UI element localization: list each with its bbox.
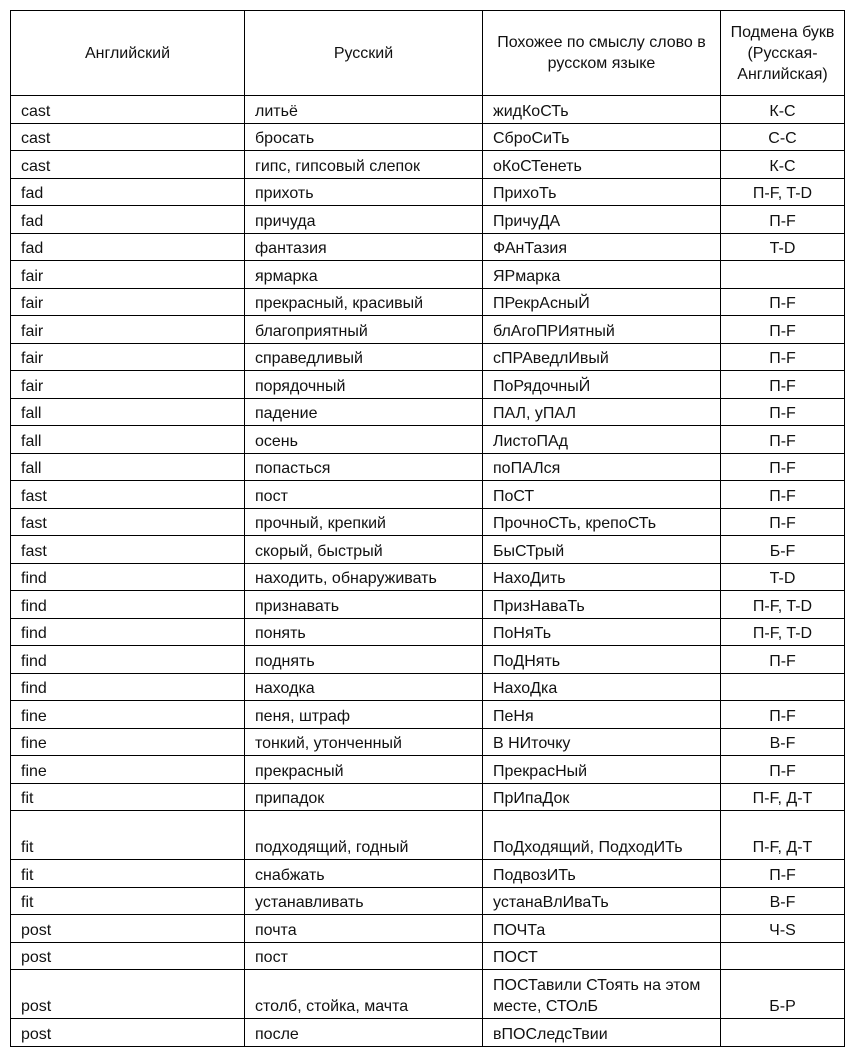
cell-russian: понять [245, 618, 483, 646]
table-row [11, 316, 845, 344]
cell-similar-word: вПОСледсТвии [483, 1019, 721, 1047]
cell-english: fast [11, 536, 245, 564]
table-row [11, 728, 845, 756]
cell-english: post [11, 1019, 245, 1047]
cell-similar-word: ПрихоТь [483, 178, 721, 206]
cell-similar-word: ПоНяТь [483, 618, 721, 646]
cell-english: fair [11, 343, 245, 371]
table-row [11, 206, 845, 234]
cell-english: fall [11, 453, 245, 481]
table-row [11, 591, 845, 619]
cell-english: find [11, 618, 245, 646]
cell-similar-word: ПАЛ, уПАЛ [483, 398, 721, 426]
table-row [11, 371, 845, 399]
cell-similar-word: сПРАведлИвый [483, 343, 721, 371]
cell-english: fad [11, 233, 245, 261]
table-row [11, 536, 845, 564]
cell-letter-substitution: П-F [721, 756, 845, 784]
table-row [11, 756, 845, 784]
table-row [11, 288, 845, 316]
header-russian: Русский [245, 11, 483, 96]
cell-letter-substitution: П-F [721, 371, 845, 399]
cell-similar-word: ПрочноСТь, крепоСТь [483, 508, 721, 536]
cell-letter-substitution: T-D [721, 233, 845, 261]
cell-similar-word: В НИточку [483, 728, 721, 756]
cell-russian: литьё [245, 96, 483, 124]
cell-letter-substitution: В-F [721, 728, 845, 756]
cell-russian: снабжать [245, 860, 483, 888]
cell-russian: попасться [245, 453, 483, 481]
cell-letter-substitution: Ч-S [721, 915, 845, 943]
cell-english: post [11, 970, 245, 1019]
cell-letter-substitution: T-D [721, 563, 845, 591]
cell-russian: поднять [245, 646, 483, 674]
cell-similar-word: ПоСТ [483, 481, 721, 509]
cell-russian: бросать [245, 123, 483, 151]
cell-russian: после [245, 1019, 483, 1047]
cell-russian: порядочный [245, 371, 483, 399]
cell-similar-word: ФАнТазия [483, 233, 721, 261]
cell-letter-substitution: П-F [721, 316, 845, 344]
cell-letter-substitution: П-F [721, 453, 845, 481]
cell-russian: справедливый [245, 343, 483, 371]
cell-russian: признавать [245, 591, 483, 619]
table-row [11, 646, 845, 674]
cell-english: fast [11, 508, 245, 536]
cell-english: fair [11, 371, 245, 399]
cell-similar-word: блАгоПРИятный [483, 316, 721, 344]
table-row [11, 453, 845, 481]
cell-russian: благоприятный [245, 316, 483, 344]
cell-english: fast [11, 481, 245, 509]
cell-letter-substitution: К-С [721, 151, 845, 179]
cell-similar-word: ПОЧТа [483, 915, 721, 943]
cell-russian: находка [245, 673, 483, 701]
cell-letter-substitution: П-F [721, 701, 845, 729]
table-row [11, 618, 845, 646]
cell-russian: пеня, штраф [245, 701, 483, 729]
cell-english: fair [11, 288, 245, 316]
cell-similar-word: ПоДНять [483, 646, 721, 674]
cell-english: fine [11, 701, 245, 729]
cell-english: fair [11, 261, 245, 289]
table-row [11, 96, 845, 124]
cell-russian: пост [245, 942, 483, 970]
cell-english: fine [11, 728, 245, 756]
cell-letter-substitution: П-F [721, 481, 845, 509]
header-similar-word: Похожее по смыслу слово в русском языке [483, 11, 721, 96]
cell-similar-word: ПРекрАсныЙ [483, 288, 721, 316]
table-row [11, 178, 845, 206]
table-row [11, 481, 845, 509]
header-english: Английский [11, 11, 245, 96]
cell-similar-word: ЯРмарка [483, 261, 721, 289]
cell-english: fall [11, 426, 245, 454]
table-row [11, 233, 845, 261]
cell-letter-substitution [721, 261, 845, 289]
cell-russian: падение [245, 398, 483, 426]
cell-similar-word: ПОСТ [483, 942, 721, 970]
table-row [11, 783, 845, 811]
cell-english: fit [11, 887, 245, 915]
cell-russian: прочный, крепкий [245, 508, 483, 536]
cell-letter-substitution: П-F, T-D [721, 591, 845, 619]
cell-russian: пост [245, 481, 483, 509]
table-row [11, 261, 845, 289]
table-row [11, 811, 845, 860]
table-row [11, 123, 845, 151]
cell-letter-substitution: П-F [721, 398, 845, 426]
table-row [11, 426, 845, 454]
cell-similar-word: устанаВлИваТь [483, 887, 721, 915]
cell-english: fine [11, 756, 245, 784]
table-row [11, 673, 845, 701]
cell-russian: ярмарка [245, 261, 483, 289]
cell-letter-substitution: П-F, Д-T [721, 783, 845, 811]
cell-letter-substitution: П-F, Д-T [721, 811, 845, 860]
cell-letter-substitution: П-F [721, 508, 845, 536]
table-row [11, 887, 845, 915]
cell-english: cast [11, 123, 245, 151]
cell-letter-substitution: Б-F [721, 536, 845, 564]
cell-letter-substitution: Б-Р [721, 970, 845, 1019]
cell-russian: припадок [245, 783, 483, 811]
cell-english: fad [11, 178, 245, 206]
table-row [11, 970, 845, 1019]
cell-english: cast [11, 96, 245, 124]
cell-similar-word: жидКоСТь [483, 96, 721, 124]
cell-similar-word: ЛистоПАд [483, 426, 721, 454]
cell-similar-word: ПОСТавили СТоять на этом месте, СТОлБ [483, 970, 721, 1019]
cell-similar-word: ПричуДА [483, 206, 721, 234]
cell-english: fit [11, 860, 245, 888]
table-row [11, 563, 845, 591]
cell-russian: прекрасный [245, 756, 483, 784]
cell-english: find [11, 646, 245, 674]
cell-russian: гипс, гипсовый слепок [245, 151, 483, 179]
table-row [11, 915, 845, 943]
cell-english: find [11, 563, 245, 591]
table-row [11, 860, 845, 888]
cell-english: fit [11, 811, 245, 860]
cell-letter-substitution: П-F, T-D [721, 178, 845, 206]
word-comparison-table [10, 10, 845, 1047]
cell-english: cast [11, 151, 245, 179]
cell-english: post [11, 942, 245, 970]
cell-letter-substitution: С-С [721, 123, 845, 151]
cell-letter-substitution: П-F [721, 860, 845, 888]
cell-similar-word: ПризНаваТь [483, 591, 721, 619]
table-row [11, 1019, 845, 1047]
cell-russian: устанавливать [245, 887, 483, 915]
cell-russian: причуда [245, 206, 483, 234]
cell-similar-word: ПоДходящий, ПодходИТь [483, 811, 721, 860]
cell-english: fall [11, 398, 245, 426]
cell-english: find [11, 673, 245, 701]
cell-letter-substitution [721, 673, 845, 701]
cell-similar-word: ПрекрасНый [483, 756, 721, 784]
cell-russian: скорый, быстрый [245, 536, 483, 564]
cell-russian: тонкий, утонченный [245, 728, 483, 756]
cell-letter-substitution: П-F [721, 343, 845, 371]
cell-letter-substitution [721, 942, 845, 970]
cell-russian: столб, стойка, мачта [245, 970, 483, 1019]
cell-letter-substitution: П-F [721, 288, 845, 316]
cell-russian: почта [245, 915, 483, 943]
cell-letter-substitution: П-F [721, 426, 845, 454]
cell-russian: прекрасный, красивый [245, 288, 483, 316]
cell-russian: подходящий, годный [245, 811, 483, 860]
cell-letter-substitution: П-F, T-D [721, 618, 845, 646]
cell-letter-substitution: К-С [721, 96, 845, 124]
cell-russian: осень [245, 426, 483, 454]
cell-english: fair [11, 316, 245, 344]
table-row [11, 508, 845, 536]
cell-similar-word: ПодвозИТь [483, 860, 721, 888]
cell-similar-word: СброСиТь [483, 123, 721, 151]
cell-similar-word: БыСТрый [483, 536, 721, 564]
table-row [11, 398, 845, 426]
cell-similar-word: НахоДить [483, 563, 721, 591]
table-row [11, 701, 845, 729]
cell-russian: прихоть [245, 178, 483, 206]
table-row [11, 343, 845, 371]
cell-english: fit [11, 783, 245, 811]
cell-russian: фантазия [245, 233, 483, 261]
table-body [11, 96, 845, 1047]
cell-similar-word: ПоРядочныЙ [483, 371, 721, 399]
cell-letter-substitution: П-F [721, 206, 845, 234]
cell-similar-word: оКоСТенеть [483, 151, 721, 179]
cell-english: post [11, 915, 245, 943]
cell-similar-word: поПАЛся [483, 453, 721, 481]
cell-similar-word: ПрИпаДок [483, 783, 721, 811]
cell-letter-substitution [721, 1019, 845, 1047]
cell-russian: находить, обнаруживать [245, 563, 483, 591]
cell-letter-substitution: П-F [721, 646, 845, 674]
cell-similar-word: НахоДка [483, 673, 721, 701]
table-row [11, 151, 845, 179]
cell-similar-word: ПеНя [483, 701, 721, 729]
cell-english: fad [11, 206, 245, 234]
header-letter-substitution: Подмена букв (Русская-Английская) [721, 11, 845, 96]
table-row [11, 942, 845, 970]
cell-english: find [11, 591, 245, 619]
cell-letter-substitution: В-F [721, 887, 845, 915]
header-row [11, 11, 845, 96]
